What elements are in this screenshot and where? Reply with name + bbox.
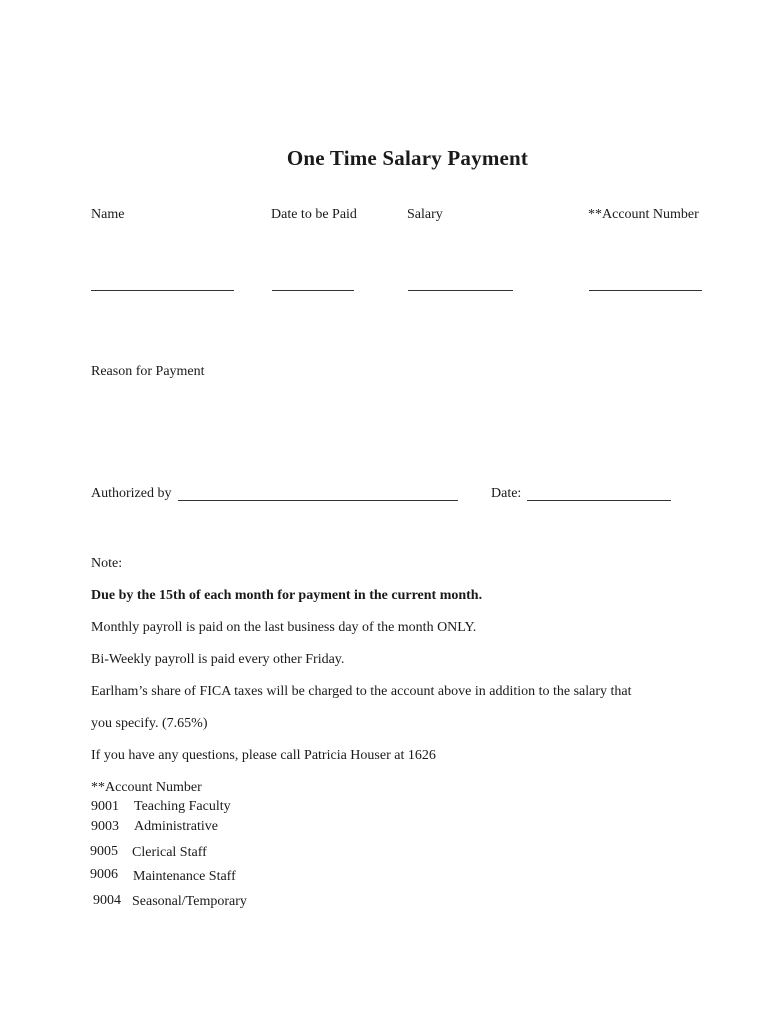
account-code: 9006 bbox=[90, 867, 118, 882]
account-description: Maintenance Staff bbox=[133, 869, 236, 884]
salary-field[interactable] bbox=[408, 290, 513, 291]
page-title: One Time Salary Payment bbox=[286, 146, 529, 170]
account-code: 9004 bbox=[93, 893, 121, 908]
fica-note-line-1: Earlham’s share of FICA taxes will be charged to the account above in addition to the salary that bbox=[91, 684, 632, 699]
account-code: 9005 bbox=[90, 844, 118, 859]
account-number-label: **Account Number bbox=[588, 207, 699, 222]
questions-note: If you have any questions, please call Patricia Houser at 1626 bbox=[91, 748, 436, 763]
authorized-by-label: Authorized by bbox=[91, 486, 172, 501]
fica-note-line-2: you specify. (7.65%) bbox=[91, 716, 208, 731]
due-date-note: Due by the 15th of each month for payment in the current month. bbox=[91, 588, 483, 603]
name-field[interactable] bbox=[91, 290, 234, 291]
monthly-payroll-note: Monthly payroll is paid on the last business day of the month ONLY. bbox=[91, 620, 477, 635]
name-label: Name bbox=[91, 207, 125, 222]
date-to-be-paid-field[interactable] bbox=[272, 290, 354, 291]
date-label: Date: bbox=[491, 486, 522, 501]
reason-for-payment-label: Reason for Payment bbox=[91, 364, 205, 379]
account-description: Teaching Faculty bbox=[134, 799, 231, 814]
account-description: Seasonal/Temporary bbox=[132, 894, 247, 909]
date-field[interactable] bbox=[527, 500, 671, 501]
note-heading: Note: bbox=[91, 556, 123, 571]
date-to-be-paid-label: Date to be Paid bbox=[271, 207, 357, 222]
account-list-heading: **Account Number bbox=[91, 780, 202, 795]
account-code: 9001 bbox=[91, 799, 119, 814]
account-description: Administrative bbox=[134, 819, 218, 834]
account-number-field[interactable] bbox=[589, 290, 702, 291]
account-description: Clerical Staff bbox=[132, 845, 207, 860]
biweekly-payroll-note: Bi-Weekly payroll is paid every other Friday. bbox=[91, 652, 345, 667]
authorized-by-field[interactable] bbox=[178, 500, 458, 501]
account-code: 9003 bbox=[91, 819, 119, 834]
salary-label: Salary bbox=[407, 207, 443, 222]
